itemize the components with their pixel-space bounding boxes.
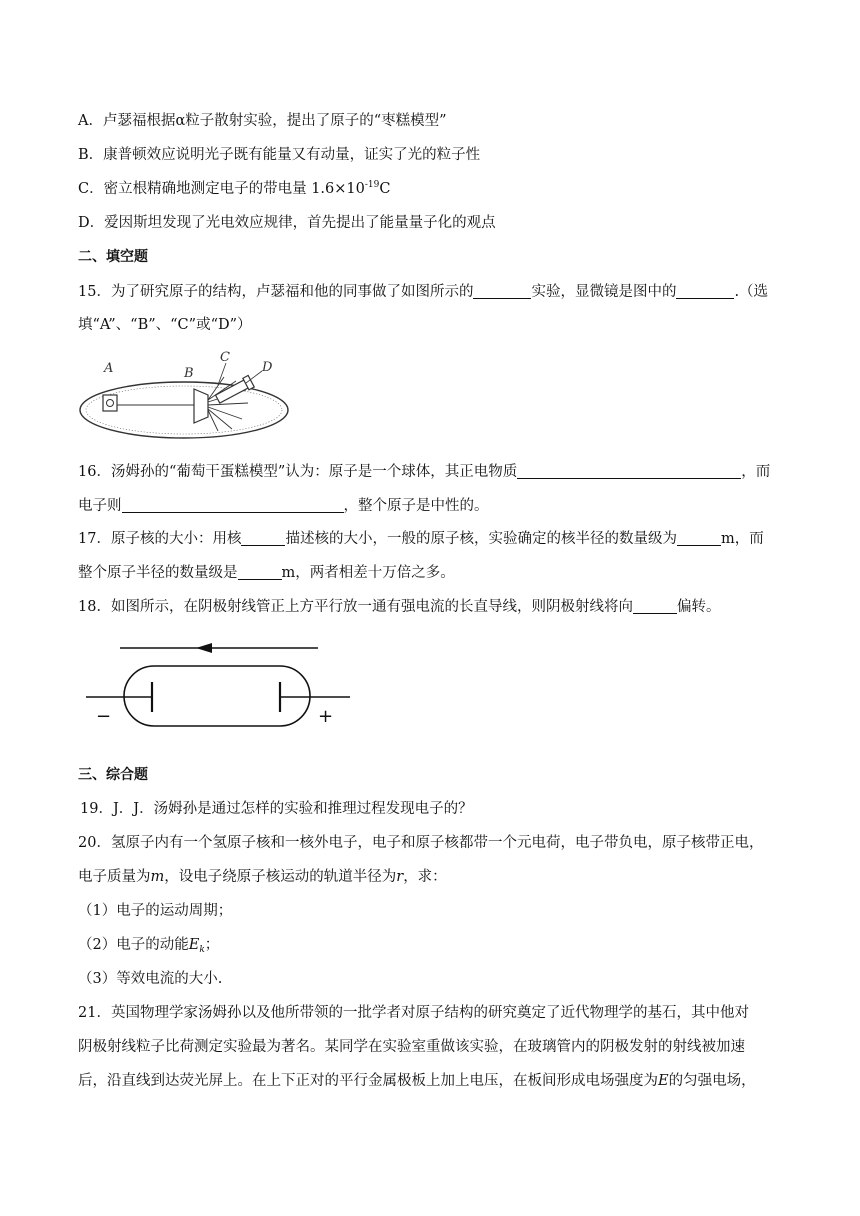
scattering-apparatus-figure	[76, 345, 296, 445]
minus-sign: −	[96, 706, 112, 727]
plus-sign: +	[318, 706, 334, 727]
option-a: A．卢瑟福根据α粒子散射实验，提出了原子的“枣糕模型”	[78, 113, 447, 129]
question-20: 20．氢原子内有一个氢原子核和一核外电子，电子和原子核都带一个元电荷，电子带负电，原子核带正电，	[78, 835, 764, 851]
question-20-part1: （1）电子的运动周期；	[78, 903, 233, 919]
question-18: 18．如图所示，在阴极射线管正上方平行放一通有强电流的长直导线，则阴极射线将向 偏转。	[78, 599, 721, 615]
question-17: 17．原子核的大小：用核 描述核的大小，一般的原子核，实验确定的核半径的数量级为 m，而	[78, 531, 764, 547]
section-comprehensive-title: 三、综合题	[78, 767, 148, 783]
question-17-line2: 整个原子半径的数量级是 m，两者相差十万倍之多。	[78, 565, 455, 581]
fig-label-b: B	[184, 366, 194, 381]
question-20-part2: （2）电子的动能$E_k$；	[78, 937, 220, 955]
question-21-line3: 后，沿直线到达荧光屏上。在上下正对的平行金属极板上加上电压，在板间形成电场强度为E的匀强电场，	[78, 1073, 756, 1089]
option-b: B．康普顿效应说明光子既有能量又有动量，证实了光的粒子性	[78, 147, 481, 163]
fig-label-c: C	[220, 350, 230, 365]
question-19: 19．J．J．汤姆孙是通过怎样的实验和推理过程发现电子的？	[80, 801, 473, 817]
question-15: 15．为了研究原子的结构，卢瑟福和他的同事做了如图所示的 实验，显微镜是图中的 .（选	[78, 284, 769, 300]
question-21-line2: 阴极射线粒子比荷测定实验最为著名。某同学在实验室重做该实验，在玻璃管内的阴极发射的射线被加速	[78, 1039, 745, 1055]
option-d: D．爱因斯坦发现了光电效应规律，首先提出了能量量子化的观点	[78, 215, 496, 231]
question-21: 21．英国物理学家汤姆孙以及他所带领的一批学者对原子结构的研究奠定了近代物理学的基石，其中他对	[78, 1005, 749, 1021]
cathode-ray-tube-figure	[84, 636, 360, 736]
current-arrow-icon	[196, 643, 212, 653]
question-16-line2: 电子则 ，整个原子是中性的。	[78, 498, 489, 514]
option-c: C．密立根精确地测定电子的带电量 $1.6\times 10^{-19}C$	[78, 180, 391, 197]
fig-label-a: A	[104, 361, 114, 376]
question-20-line2: 电子质量为m，设电子绕原子核运动的轨道半径为r，求：	[78, 869, 447, 885]
question-20-part3: （3）等效电流的大小.	[78, 971, 223, 987]
section-fill-blank-title: 二、填空题	[78, 249, 148, 265]
question-15-line2: 填“A”、“B”、“C”或“D”）	[78, 317, 252, 333]
fig-label-d: D	[262, 360, 273, 375]
question-16: 16．汤姆孙的“葡萄干蛋糕模型”认为：原子是一个球体，其正电物质 ，而	[78, 464, 771, 480]
